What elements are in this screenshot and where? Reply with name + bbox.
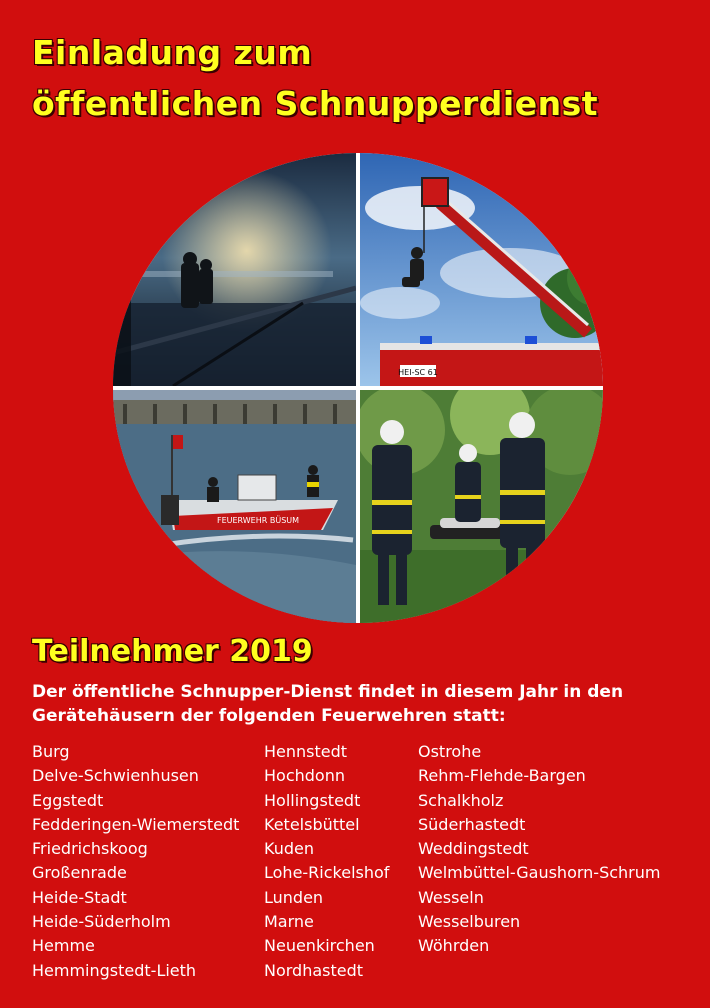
photo-rescue-boat [113, 390, 356, 623]
list-item: Eggstedt [32, 790, 104, 810]
list-item: Schalkholz [418, 790, 504, 810]
list-item: Burg [32, 742, 70, 761]
list-item: Neuenkirchen [264, 936, 375, 956]
list-item: Lohe-Rickelshof [264, 863, 390, 883]
list-item: Wöhrden [418, 936, 490, 956]
participants-heading: Teilnehmer 2019 [32, 634, 313, 669]
title-line-2: öffentlichen Schnupperdienst [32, 84, 599, 123]
list-item: Welmbüttel-Gaushorn-Schrum [418, 863, 661, 883]
list-item: Wesselburen [418, 912, 521, 932]
list-item: Großenrade [32, 863, 127, 883]
photo-ladder-rescue [360, 153, 603, 386]
list-item: Heide-Stadt [32, 887, 127, 907]
truck-plate: HEI-SC 61 [398, 368, 438, 377]
list-item: Friedrichskoog [32, 839, 148, 859]
fire-brigades-column-2 [264, 740, 389, 983]
list-item: Hochdonn [264, 766, 345, 786]
list-item: Fedderingen-Wiemerstedt [32, 814, 240, 834]
participants-intro [32, 680, 692, 728]
fire-brigades-column-1 [32, 740, 239, 983]
list-item: Weddingstedt [418, 839, 529, 859]
title-line-1: Einladung zum [32, 33, 313, 72]
list-item: Kuden [264, 839, 314, 859]
list-item: Nordhastedt [264, 960, 364, 980]
list-item: Hemmingstedt-Lieth [32, 960, 197, 980]
list-item: Marne [264, 912, 314, 932]
list-item: Wesseln [418, 887, 484, 907]
photo-collage [113, 153, 603, 623]
intro-line-1: Der öffentliche Schnupper-Dienst findet in diesem Jahr in den [32, 682, 624, 702]
boat-hull-label: FEUERWEHR BÜSUM [216, 516, 300, 525]
list-item: Hollingstedt [264, 790, 361, 810]
list-item: Ostrohe [418, 742, 482, 761]
photo-stretcher-rescue [360, 390, 603, 623]
list-item: Ketelsbüttel [264, 814, 360, 834]
fire-brigades-column-3 [418, 740, 660, 959]
photo-night-firefighting [113, 153, 356, 386]
list-item: Delve-Schwienhusen [32, 766, 199, 786]
list-item: Hennstedt [264, 742, 348, 761]
list-item: Rehm-Flehde-Bargen [418, 766, 586, 786]
list-item: Hemme [32, 936, 95, 956]
list-item: Süderhastedt [418, 814, 526, 834]
intro-line-2: Gerätehäusern der folgenden Feuerwehren statt: [32, 706, 506, 726]
list-item: Heide-Süderholm [32, 912, 171, 932]
list-item: Lunden [264, 887, 324, 907]
